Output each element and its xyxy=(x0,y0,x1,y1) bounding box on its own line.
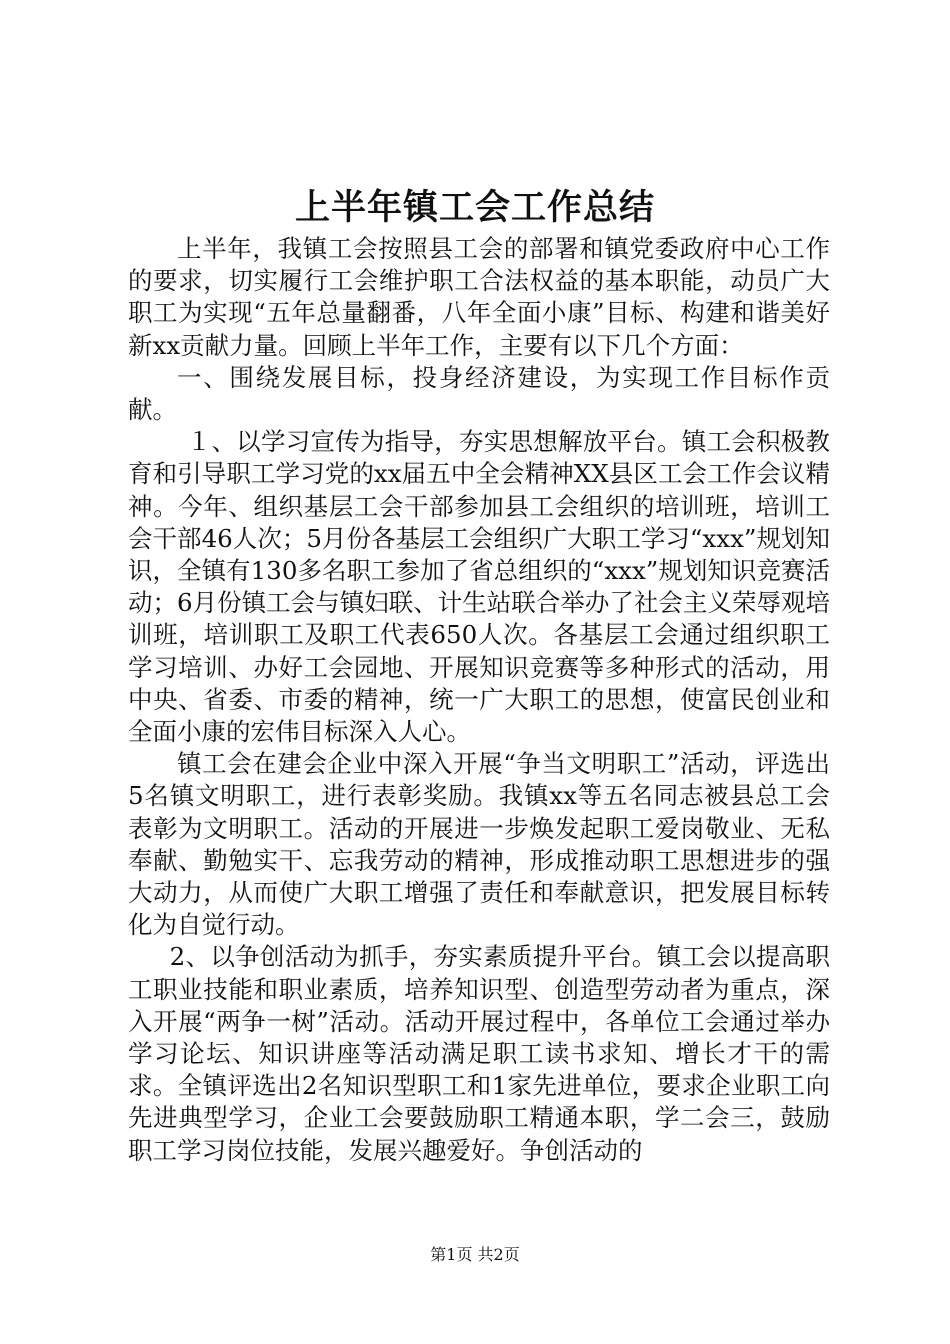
paragraph-item-2: 2、以争创活动为抓手，夯实素质提升平台。镇工会以提高职工职业技能和职业素质，培养知识型、创造型劳动者为重点，深入开展“两争一树”活动。活动开展过程中，各单位工会通过举办学习论坛、知识讲座等活动满足职工读书求知、增长才干的需求。全镇评选出2名知识型职工和1家先进单位，要求企业职工向先进典型学习，企业工会要鼓励职工精通本职，学二会三，鼓励职工学习岗位技能，发展兴趣爱好。争创活动的 xyxy=(128,942,830,1165)
document-title: 上半年镇工会工作总结 xyxy=(294,187,655,228)
section-heading-1: 一、围绕发展目标，投身经济建设，为实现工作目标作贡献。 xyxy=(128,362,830,425)
paragraph-civilized-workers: 镇工会在建会企业中深入开展“争当文明职工”活动，评选出5名镇文明职工，进行表彰奖励。我镇xx等五名同志被县总工会表彰为文明职工。活动的开展进一步焕发起职工爱岗敬业、无私奉献、勤勉实干、忘我劳动的精神，形成推动职工思想进步的强大动力，从而使广大职工增强了责任和奉献意识，把发展目标转化为自觉行动。 xyxy=(128,749,830,940)
paragraph-intro: 上半年，我镇工会按照县工会的部署和镇党委政府中心工作的要求，切实履行工会维护职工合法权益的基本职能，动员广大职工为实现“五年总量翻番，八年全面小康”目标、构建和谐美好新xx贡献力量。回顾上半年工作，主要有以下几个方面： xyxy=(128,234,830,360)
paragraph-item-1: １、以学习宣传为指导，夯实思想解放平台。镇工会积极教育和引导职工学习党的xx届五中全会精神XX县区工会工作会议精神。今年、组织基层工会干部参加县工会组织的培训班，培训工会干部46人次；5月份各基层工会组织广大职工学习“xxx”规划知识，全镇有130多名职工参加了省总组织的“xxx”规划知识竞赛活动；6月份镇工会与镇妇联、计生站联合举办了社会主义荣辱观培训班，培训职工及职工代表650人次。各基层工会通过组织职工学习培训、办好工会园地、开展知识竞赛等多种形式的活动，用中央、省委、市委的精神，统一广大职工的思想，使富民创业和全面小康的宏伟目标深入人心。 xyxy=(128,427,830,747)
document-body xyxy=(128,233,830,1167)
page-footer: 第1页 共2页 xyxy=(430,1245,520,1264)
